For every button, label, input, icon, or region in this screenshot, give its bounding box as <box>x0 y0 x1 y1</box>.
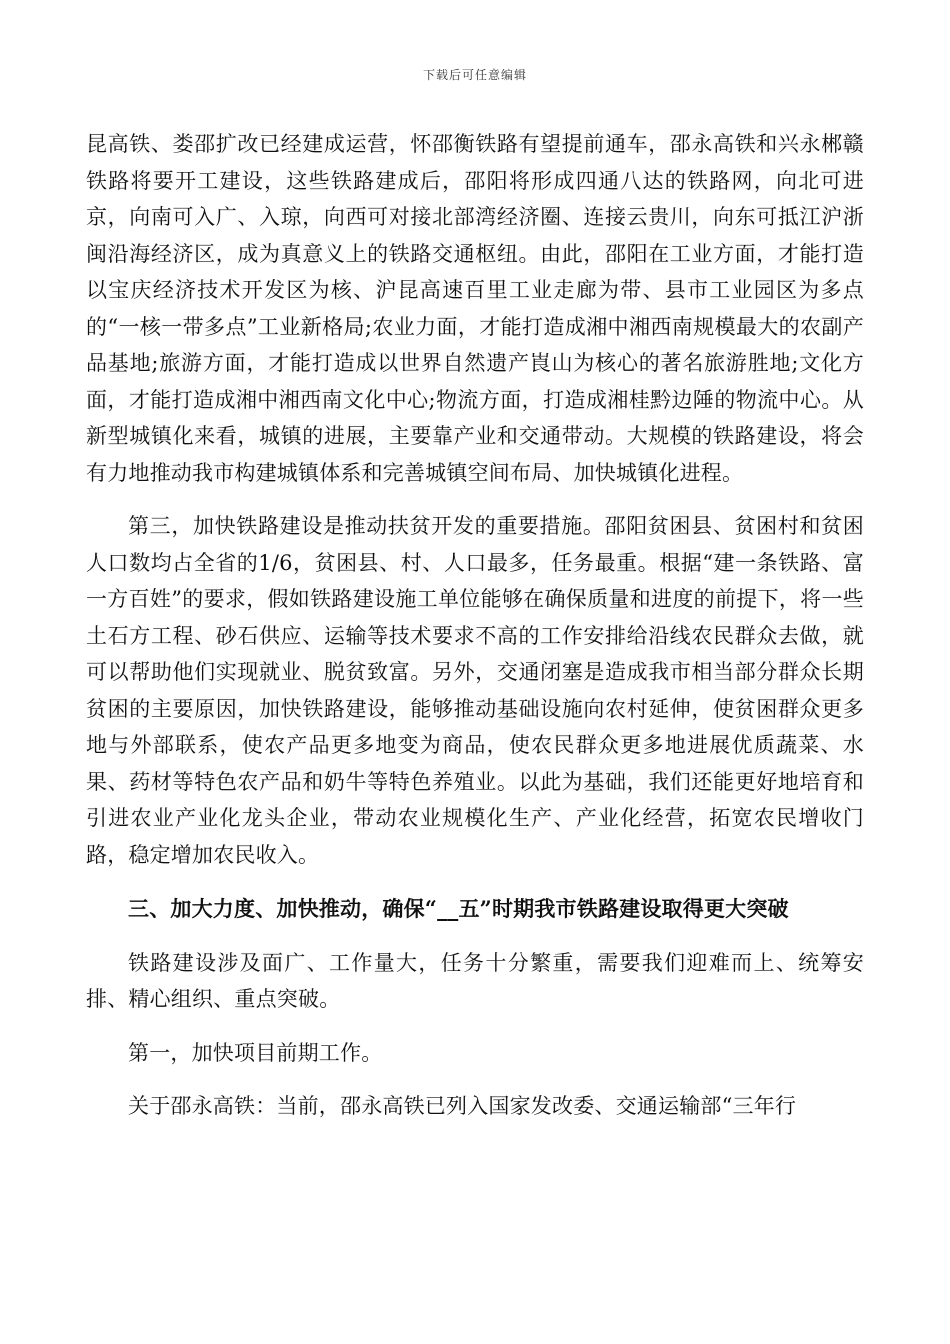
paragraph-shaoyong-railway: 关于邵永高铁：当前，邵永高铁已列入国家发改委、交通运输部“三年行 <box>128 1094 797 1118</box>
document-body <box>86 126 864 1125</box>
paragraph-first-point: 第一，加快项目前期工作。 <box>128 1040 383 1065</box>
page-header-note: 下载后可任意编辑 <box>422 68 527 82</box>
section-heading: 三、加大力度、加快推动，确保“__五”时期我市铁路建设取得更大突破 <box>128 896 789 921</box>
paragraph-railway-network: 昆高铁、娄邵扩改已经建成运营，怀邵衡铁路有望提前通车，邵永高铁和兴永郴赣铁路将要开工建设，这些铁路建成后，邵阳将形成四通八达的铁路网，向北可进京，向南可入广、入琼，向西可对接北部湾经济圈、连接云贵川，向东可抵江沪浙闽沿海经济区，成为真意义上的铁路交通枢纽。由此，邵阳在工业方面，才能打造以宝庆经济技术开发区为核、沪昆高速百里工业走廊为带、县市工业园区为多点的“一核一带多点”工业新格局;农业力面，才能打造成湘中湘西南规模最大的农副产品基地;旅游方面，才能打造成以世界自然遗产崀山为核心的著名旅游胜地;文化方面，才能打造成湘中湘西南文化中心;物流方面，打造成湘桂黔边陲的物流中心。从新型城镇化来看，城镇的进展，主要靠产业和交通带动。大规模的铁路建设，将会有力地推动我市构建城镇体系和完善城镇空间布局、加快城镇化进程。 <box>86 132 864 485</box>
paragraph-poverty-alleviation: 第三，加快铁路建设是推动扶贫开发的重要措施。邵阳贫困县、贫困村和贫困人口数均占全省的1/6，贫困县、村、人口最多，任务最重。根据“建一条铁路、富一方百姓”的要求，假如铁路建设施工单位能够在确保质量和进度的前提下，将一些土石方工程、砂石供应、运输等技术要求不高的工作安排给沿线农民群众去做，就可以帮助他们实现就业、脱贫致富。另外，交通闭塞是造成我市相当部分群众长期贫困的主要原因，加快铁路建设，能够推动基础设施向农村延伸，使贫困群众更多地与外部联系，使农产品更多地变为商品，使农民群众更多地进展优质蔬菜、水果、药材等特色农产品和奶牛等特色养殖业。以此为基础，我们还能更好地培育和引进农业产业化龙头企业，带动农业规模化生产、产业化经营，拓宽农民增收门路，稳定增加农民收入。 <box>86 514 864 867</box>
paragraph-section-intro: 铁路建设涉及面广、工作量大，任务十分繁重，需要我们迎难而上、统筹安排、精心组织、重点突破。 <box>86 950 864 1011</box>
